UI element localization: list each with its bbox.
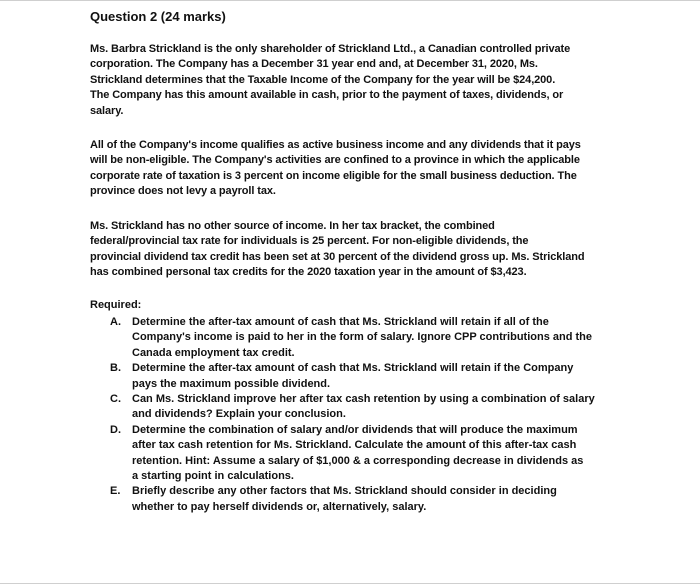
item-line: Can Ms. Strickland improve her after tax cash retention by using a combination of salary (132, 393, 595, 406)
paragraph-income-details (90, 138, 610, 200)
item-line: retention. Hint: Assume a salary of $1,000 & a corresponding decrease in dividends as (132, 454, 584, 467)
item-line: pays the maximum possible dividend. (132, 377, 331, 390)
required-item-c (110, 392, 630, 423)
paragraph-personal-tax (90, 219, 610, 281)
question-title: Question 2 (24 marks) (90, 9, 226, 24)
paragraph-line: federal/provincial tax rate for individuals is 25 percent. For non-eligible dividends, the (90, 235, 529, 248)
required-item-e (110, 484, 630, 515)
item-letter: A. (110, 316, 121, 328)
item-line: a starting point in calculations. (132, 470, 294, 483)
paragraph-line: province does not levy a payroll tax. (90, 185, 276, 198)
paragraph-line: has combined personal tax credits for the 2020 taxation year in the amount of $3,423. (90, 266, 527, 279)
required-item-a (110, 315, 630, 361)
paragraph-line: The Company has this amount available in cash, prior to the payment of taxes, dividends, or (90, 89, 564, 102)
item-letter: B. (110, 362, 121, 375)
item-line: Company's income is paid to her in the form of salary. Ignore CPP contributions and the (132, 331, 592, 344)
item-line: after tax cash retention for Ms. Strickland. Calculate the amount of this after-tax cash (132, 439, 577, 452)
item-line: and dividends? Explain your conclusion. (132, 408, 346, 421)
paragraph-company-background (90, 42, 610, 119)
required-item-b (110, 361, 630, 392)
required-item-d (110, 423, 630, 485)
item-line: Canada employment tax credit. (132, 346, 295, 359)
paragraph-line: provincial dividend tax credit has been set at 30 percent of the dividend gross up. Ms. Strickland (90, 250, 585, 263)
paragraph-line: All of the Company's income qualifies as active business income and any dividends that it pays (90, 139, 581, 151)
required-list (110, 315, 630, 515)
item-line: Determine the combination of salary and/or dividends that will produce the maximum (132, 423, 578, 436)
paragraph-line: Ms. Strickland has no other source of income. In her tax bracket, the combined (90, 220, 495, 232)
item-line: whether to pay herself dividends or, alternatively, salary. (132, 500, 427, 513)
item-line: Briefly describe any other factors that Ms. Strickland should consider in deciding (132, 485, 557, 498)
paragraph-line: corporation. The Company has a December 31 year end and, at December 31, 2020, Ms. (90, 58, 538, 71)
paragraph-line: Ms. Barbra Strickland is the only shareholder of Strickland Ltd., a Canadian controlled private (90, 43, 571, 55)
paragraph-line: corporate rate of taxation is 3 percent on income eligible for the small business deduction. The (90, 169, 577, 182)
item-letter: C. (110, 393, 121, 406)
required-heading: Required: (90, 299, 142, 311)
item-line: Determine the after-tax amount of cash that Ms. Strickland will retain if all of the (132, 316, 549, 328)
item-letter: D. (110, 423, 121, 436)
paragraph-line: salary. (90, 104, 124, 117)
paragraph-line: will be non-eligible. The Company's activities are confined to a province in which the applicable (90, 154, 580, 167)
item-line: Determine the after-tax amount of cash that Ms. Strickland will retain if the Company (132, 362, 574, 375)
item-letter: E. (110, 485, 121, 498)
paragraph-line: Strickland determines that the Taxable Income of the Company for the year will be $24,200. (90, 73, 556, 86)
